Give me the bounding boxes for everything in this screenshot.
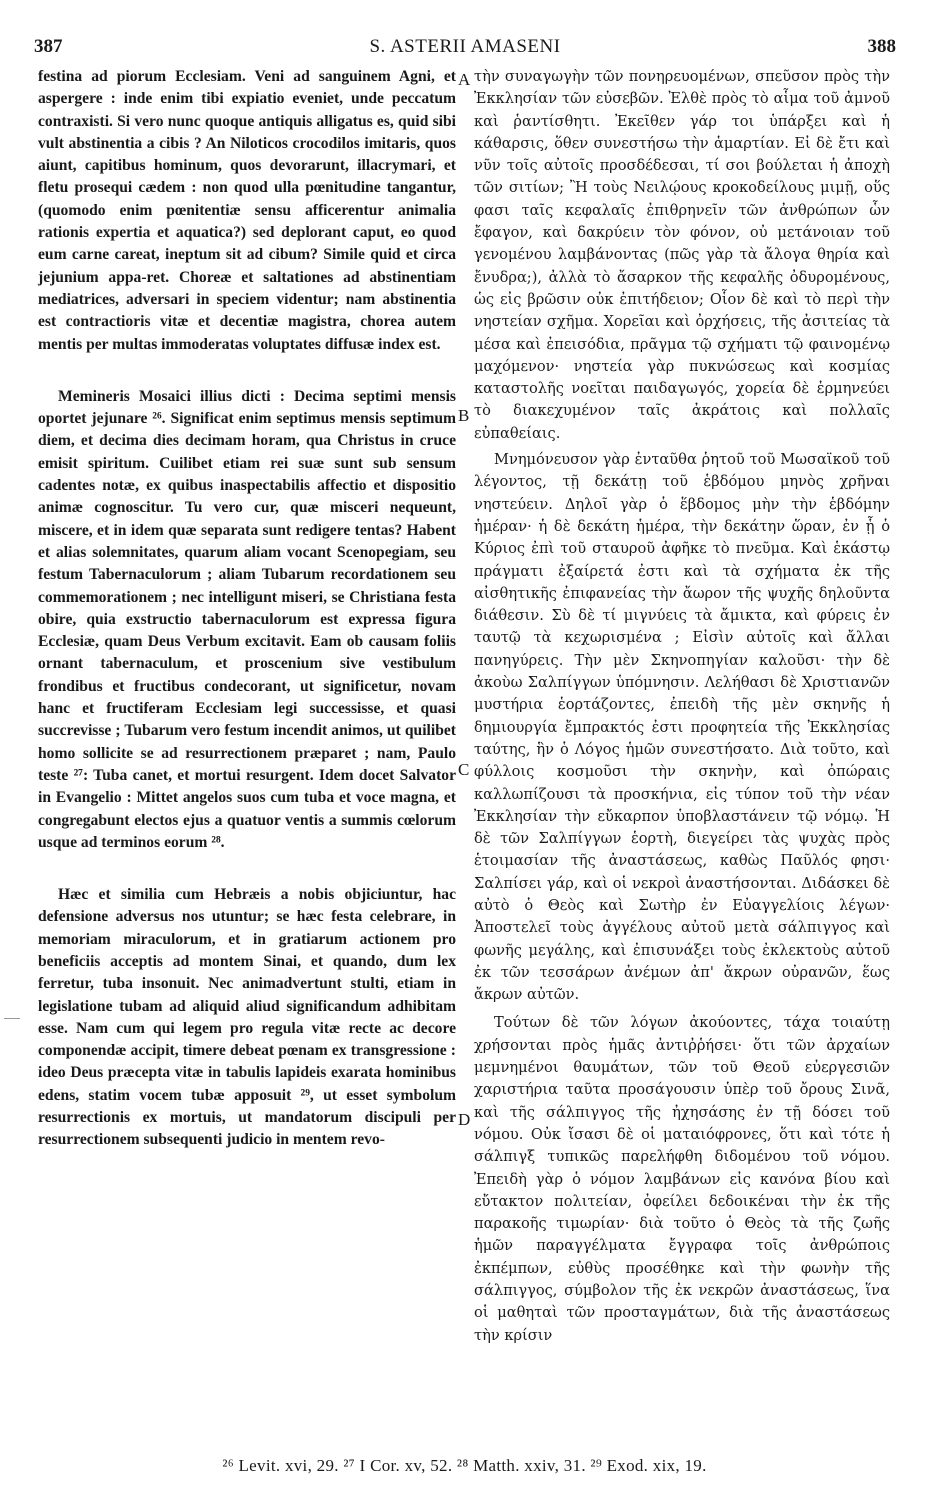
latin-paragraph-1: festina ad piorum Ecclesiam. Veni ad sanguinem Agni, et aspergere : inde enim tibi expiatio eveniet, unde peccatum contraxisti. Si vero nunc quoque antiquis alligatus es, quid sibi vult abstinentia a cibis ? An Niloticos crocodilos imitaris, quos aiunt, capitibus hominum, quos devorarunt, illacrymari, et fletu prosequi cædem : non quod ulla pœnitudine tangantur, (quomodo enim pœnitentiæ sensu afficerentur animalia rationis expertia et aquatica?) sed deplorant caput, eo quod eum carne careat, ineptum sit ad cibum? Simile quid et circa jejunium appa-ret. Choreæ et saltationes ad abstinentiam mediatrices, adversari in speciem videntur; nam abstinentia est contractioris vitæ et decentiæ magistra, chorea autem mentis per multas immoderatas voluptates diffusæ index est. bbox=[38, 68, 456, 353]
margin-letter-c: C bbox=[458, 760, 470, 779]
greek-paragraph-3: Τούτων δὲ τῶν λόγων ἀκούοντες, τάχα τοιαύτῃ χρήσονται πρὸς ἡμᾶς ἀντιῤῥήσει· ὅτι τῶν ἀρχαίων μεμνημένοι θαυμάτων, τῶν τοῦ Θεοῦ εὐεργεσιῶν χαριστήρια ταῦτα προσάγουσιν ὑπὲρ τοῦ ὄρους Σινᾶ, καὶ τῆς σάλπιγγος τῆς ἠχησάσης ἐν τῇ δόσει τοῦ νόμου. Οὐκ ἴσασι δὲ οἱ ματαιόφρονες, ὅτι καὶ τότε ἡ σάλπιγξ τυπικῶς παρελήφθη διδομένου τοῦ νόμου. Ἐπειδὴ γὰρ ὁ νόμον λαμβάνων εἰς κανόνα βίου καὶ εὔτακτον πολιτείαν, ὀφείλει δεδοικέναι τὴν ἐκ τῆς παρακοῆς τιμωρίαν· διὰ τοῦτο ὁ Θεὸς τὰ τῆς ζωῆς ἡμῶν παραγγέλματα ἔγγραφα τοῖς ἀνθρώποις ἐκπέμπων, εὐθὺς προσέθηκε καὶ τὴν φωνὴν τῆς σάλπιγγος, σύμβολον τῆς ἐκ νεκρῶν ἀναστάσεως, ἵνα οἱ μαθηταὶ τῶν προσταγμάτων, διὰ τῆς ἀναστάσεως τὴν κρίσιν bbox=[474, 1014, 890, 1344]
greek-paragraph-1: τὴν συναγωγὴν τῶν πονηρευομένων, σπεῦσον πρὸς τὴν Ἐκκλησίαν τῶν εὐσεβῶν. Ἐλθὲ πρὸς τὸ αἷμα τοῦ ἀμνοῦ καὶ ῥαντίσθητι. Ἐκεῖθεν γάρ τοι ὑπάρξει καὶ ἡ κάθαρσις, ὅθεν συνεστήσω τὴν ἁμαρτίαν. Εἰ δὲ ἔτι καὶ νῦν τοῖς αὐτοῖς προσδέδεσαι, τί σοι βούλεται ἡ ἀποχὴ τῶν σιτίων; Ἢ τοὺς Νειλῴους κροκοδείλους μιμῇ, οὕς φασι ταῖς κεφαλαῖς ἐπιθρηνεῖν τῶν ἀνθρώπων ὧν ἔφαγον, καὶ δακρύειν τὸν φόνον, οὐ μετάνοιαν τοῦ γενομένου λαμβάνοντας (πῶς γὰρ τὰ ἄλογα θηρία καὶ ἔνυδρα;), ἀλλὰ τὸ ἄσαρκον τῆς κεφαλῆς ὀδυρομένους, ὡς εἰς βρῶσιν οὐκ ἐπιτήδειον; Οἷον δὲ καὶ τὸ περὶ τὴν νηστείαν σχῆμα. Χορεῖαι καὶ ὀρχήσεις, τῆς ἀσιτείας τὰ μέσα καὶ ἐπεισόδια, πρᾶγμα τῷ σχήματι τῷ φαινομένῳ μαχόμενον· νηστεία γὰρ πυκνώσεως καὶ κοσμίας καταστολῆς νοεῖται παιδαγωγός, χορεία δὲ ἑρμηνεύει τὸ διακεχυμένον ταῖς ἀκράτοις καὶ πολλαῖς εὐπαθείαις. bbox=[474, 68, 890, 442]
running-title: S. ASTERII AMASENI bbox=[369, 36, 561, 57]
page-header bbox=[34, 32, 896, 62]
latin-column bbox=[38, 66, 456, 1152]
greek-column bbox=[474, 66, 890, 1347]
latin-paragraph-3: Hæc et similia cum Hebræis a nobis objiciuntur, hac defensione adversus nos utuntur; se hæc festa celebrare, in memoriam miraculorum, et in gratiarum actionem pro beneficiis acceptis ad montem Sinai, et quando, dum lex ferretur, tuba insonuit. Nec animadvertunt stulti, etiam in legislatione tubam ad aliquid aliud significandum adhibitam esse. Nam cum qui legem pro regula vitæ recte ac decore componendæ accipit, timere debeat pœnam ex transgressione : ideo Deus præcepta vitæ in tabulis lapideis exarata hominibus edens, statim vocem tubæ apposuit ²⁹, ut esset symbolum resurrectionis ex mortuis, ut mandatorum discipuli per resurrectionem subsequenti judicio in mentem revo- bbox=[38, 886, 456, 1149]
left-page-number: 387 bbox=[34, 36, 63, 57]
right-page-number: 388 bbox=[867, 36, 896, 57]
greek-paragraph-2: Μνημόνευσον γὰρ ἐνταῦθα ῥητοῦ τοῦ Μωσαϊκοῦ τοῦ λέγοντος, τῇ δεκάτῃ τοῦ ἑβδόμου μηνὸς χρῆναι νηστεύειν. Δηλοῖ γὰρ ὁ ἕβδομος μὴν τὴν ἑβδόμην ἡμέραν· ἡ δὲ δεκάτη ἡμέρα, τὴν δεκάτην ὥραν, ἐν ᾗ ὁ Κύριος ἐπὶ τοῦ σταυροῦ ἀφῆκε τὸ πνεῦμα. Καὶ ἑκάστῳ πράγματι ἐξαίρετά ἐστι καὶ τὰ σχήματα ἐκ τῆς αἰσθητικῆς ἐπιφανείας τὴν ἄωρον τῆς ψυχῆς δηλοῦντα διάθεσιν. Σὺ δὲ τί μιγνύεις τὰ ἄμικτα, καὶ φύρεις ἐν ταυτῷ τὰ κεχωρισμένα ; Εἰσὶν αὐτοῖς καὶ ἄλλαι πανηγύρεις. Τὴν μὲν Σκηνοπηγίαν καλοῦσι· τὴν δὲ ἀκοὺω Σαλπίγγων ὑπόμνησιν. Λελήθασι δὲ Χριστιανῶν μυστήρια ἑορτάζοντες, ἐπειδὴ τῆς μὲν σκηνῆς ἡ δημιουργία ἔμπρακτός ἐστι προφητεία τῆς Ἐκκλησίας ταύτης, ἣν ὁ Λόγος ἡμῶν συνεστήσατο. Διὰ τοῦτο, καὶ φύλλοις κοσμοῦσι τὴν σκηνὴν, καὶ ὀπώραις καλλωπίζουσι τὰ προσκήνια, εἰς τύπον τοῦ τὴν νέαν Ἐκκλησίαν τὴν εὔκαρπον ὑποβλαστάνειν τῷ νόμῳ. Ἡ δὲ τῶν Σαλπίγγων ἑορτὴ, διεγείρει τὰς ψυχὰς πρὸς ἑτοιμασίαν τῆς ἀναστάσεως, καθὼς Παῦλός φησι· Σαλπίσει γάρ, καὶ οἱ νεκροὶ ἀναστήσονται. Διδάσκει δὲ αὐτὸ ὁ Θεὸς καὶ Σωτὴρ ἐν Εὐαγγελίοις λέγων· Ἀποστελεῖ τοὺς ἀγγέλους αὐτοῦ μετὰ σάλπιγγος καὶ φωνῆς μεγάλης, καὶ ἐπισυνάξει τοὺς ἐκλεκτοὺς αὐτοῦ ἐκ τῶν τεσσάρων ἀνέμων ἀπ' ἄκρων οὐρανῶν, ἕως ἄκρων αὐτῶν. bbox=[474, 451, 890, 1004]
footnotes: ²⁶ Levit. xvi, 29. ²⁷ I Cor. xv, 52. ²⁸ Matth. xxiv, 31. ²⁹ Exod. xix, 19. bbox=[222, 1456, 707, 1475]
margin-letter-a: A bbox=[458, 70, 471, 89]
latin-paragraph-2: Memineris Mosaici illius dicti : Decima septimi mensis oportet jejunare ²⁶. Significat enim septimus mensis septimum diem, et decima dies decimam horam, qua Christus in cruce emisit spiritum. Cuilibet etiam rei suæ sunt sub sensum cadentes notæ, ex quibus inaspectabilis affectio et dispositio animæ cognoscitur. Tu vero cur, quæ misceri nequeunt, miscere, et in idem quæ separata sunt redigere tentas? Habent et alias solemnitates, quarum aliam vocant Scenopegiam, seu festum Tabernaculorum ; aliam Tubarum recordationem seu commemorationem ; nec intelligunt miseri, se Christiana festa obire, quia exstructio tabernaculorum est expressa figura Ecclesiæ, quam Deus Verbum excitavit. Eam ob causam foliis ornant tabernaculum, et proscenium sive vestibulum frondibus et fructibus condecorant, ut significetur, novam hanc et fructiferam Ecclesiam legi successisse, et quasi succrevisse ; Tubarum vero festum incendit animos, ut quilibet homo sollicite se ad resurrectionem præparet ; nam, Paulo teste ²⁷: Tuba canet, et mortui resurgent. Idem docet Salvator in Evangelio : Mittet angelos suos cum tuba et voce magna, et congregabunt electos ejus a quatuor ventis a summis cœlorum usque ad terminos eorum ²⁸. bbox=[38, 387, 456, 851]
margin-mark bbox=[4, 1018, 20, 1019]
margin-letter-b: B bbox=[458, 406, 470, 425]
margin-letter-d: D bbox=[458, 1110, 471, 1129]
